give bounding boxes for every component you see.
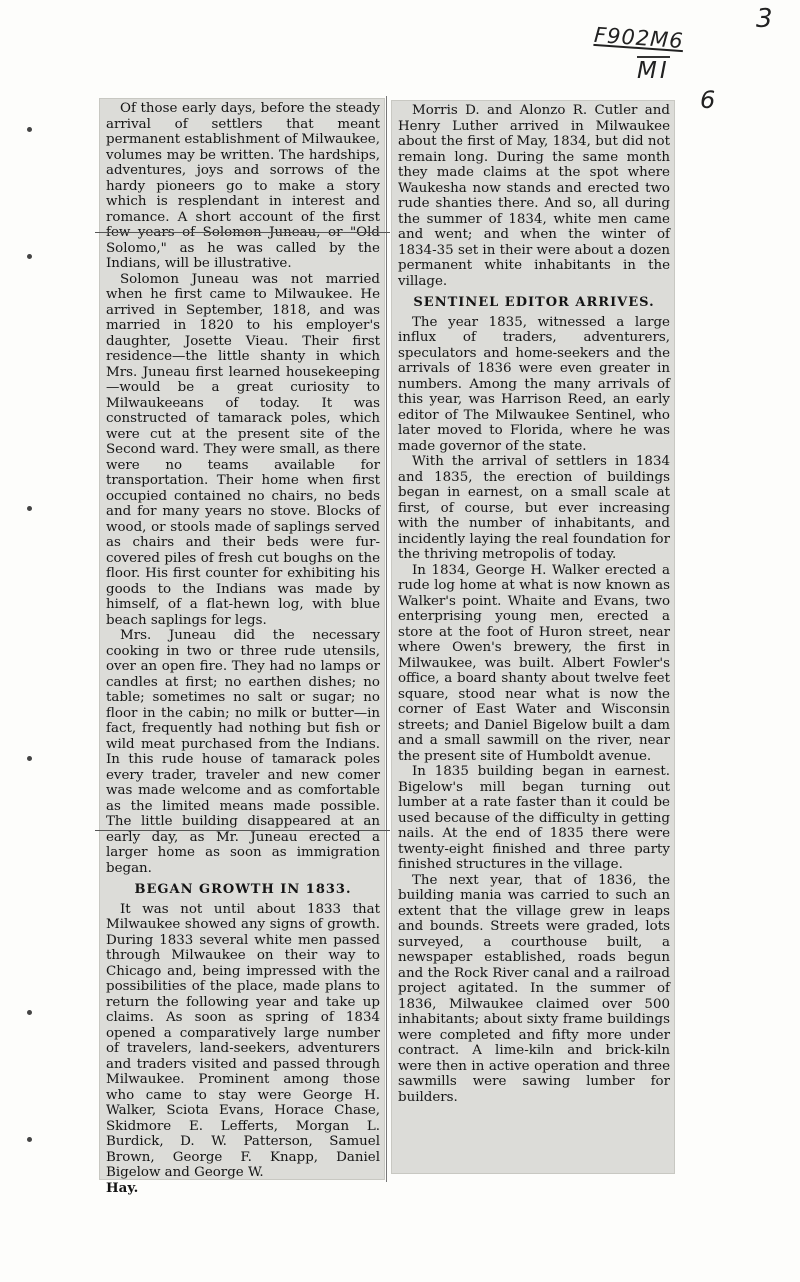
- section-heading: BEGAN GROWTH IN 1833.: [134, 882, 352, 897]
- article-paragraph: In 1835 building began in earnest. Bigelow's mill began turning out lumber at a rate faster than it could be used because of the difficulty in getting nails. At the end of 1835 there were twenty-eight finished and three party finished structures in the village.: [398, 764, 670, 872]
- binder-hole-mark: [27, 127, 32, 132]
- article-paragraph: With the arrival of settlers in 1834 and 1835, the erection of buildings began in earnest, on a small scale at first, of course, but ever increasing with the number of inhabitants, and incidently laying the real foundation for the thriving metropolis of today.: [398, 454, 670, 562]
- article-paragraph: Hay.: [106, 1179, 139, 1196]
- article-paragraph: The year 1835, witnessed a large influx of traders, adventurers, speculators and home-seekers and the arrivals of 1836 were even greater in numbers. Among the many arrivals of this year, was Harrison Reed, an early editor of The Milwaukee Sentinel, who later moved to Florida, where he was made governor of the state.: [398, 314, 670, 454]
- binder-hole-mark: [27, 756, 32, 761]
- binder-hole-mark: [27, 1137, 32, 1142]
- item-number-annotation: 6: [700, 86, 716, 114]
- article-column-left: [100, 99, 384, 1196]
- article-paragraph: The next year, that of 1836, the building mania was carried to such an extent that the village grew in leaps and bounds. Streets were graded, lots surveyed, a courthouse built, a newspaper established, roads begun and the Rock River canal and a railroad project agitated. In the summer of 1836, Milwaukee claimed over 500 inhabitants; about sixty frame buildings were completed and fifty more under contract. A lime-kiln and brick-kiln were then in active operation and three sawmills were sawing lumber for builders.: [398, 872, 670, 1105]
- binder-hole-mark: [27, 254, 32, 259]
- binder-hole-mark: [27, 1010, 32, 1015]
- clipping-fold-line: [95, 830, 390, 831]
- article-column-right: [392, 101, 674, 1173]
- article-paragraph: In 1834, George H. Walker erected a rude log home at what is now known as Walker's point. Whaite and Evans, two enterprising young men, erected a store at the foot of Huron street, near where Owen's brewery, the first in Milwaukee, was built. Albert Fowler's office, a board shanty about twelve feet square, stood near what is now the corner of East Water and Wisconsin streets; and Daniel Bigelow built a dam and a small sawmill on the river, near the present site of Humboldt avenue.: [398, 562, 670, 764]
- section-heading: SENTINEL EDITOR ARRIVES.: [413, 295, 655, 310]
- article-paragraph: Mrs. Juneau did the necessary cooking in two or three rude utensils, over an open fire. They had no lamps or candles at first; no earthen dishes; no table; sometimes no salt or sugar; no floor in the cabin; no milk or butter—in fact, frequently had nothing but fish or wild meat purchased from the Indians. In this rude house of tamarack poles every trader, traveler and new comer was made welcome and as comfortable as the limited means made possible. The little building disappeared at an early day, as Mr. Juneau erected a larger home as soon as immigration began.: [106, 628, 380, 876]
- collection-code-annotation: MI: [637, 58, 670, 84]
- article-paragraph: Morris D. and Alonzo R. Cutler and Henry Luther arrived in Milwaukee about the first of May, 1834, but did not remain long. During the same month they made claims at the spot where Waukesha now stands and erected two rude shanties there. And so, all during the summer of 1834, white men came and went; and when the winter of 1834-35 set in their were about a dozen permanent white inhabitants in the village.: [398, 103, 670, 289]
- clipping-fold-line: [95, 232, 390, 233]
- page-number-annotation: 3: [756, 4, 773, 34]
- article-paragraph: Of those early days, before the steady arrival of settlers that meant permanent establishment of Milwaukee, volumes may be written. The hardships, adventures, joys and sorrows of the hardy pioneers go to make a story which is resplendant in interest and romance. A short account of the first few years of Solomon Juneau, or "Old Solomo," as he was called by the Indians, will be illustrative.: [106, 101, 380, 271]
- article-paragraph: Solomon Juneau was not married when he first came to Milwaukee. He arrived in September, 1818, and was married in 1820 to his employer's daughter, Josette Vieau. Their first residence—the little shanty in which Mrs. Juneau first learned housekeeping—would be a great curiosity to Milwaukeeans of today. It was constructed of tamarack poles, which were cut at the present site of the Second ward. They were small, as there were no teams available for transportation. Their home when first occupied contained no chairs, no beds and for many years no stove. Blocks of wood, or stools made of saplings served as chairs and their beds were fur-covered piles of fresh cut boughs on the floor. His first counter for exhibiting his goods to the Indians was made by himself, of a flat-hewn log, with blue beach saplings for legs.: [106, 271, 380, 628]
- article-paragraph: It was not until about 1833 that Milwaukee showed any signs of growth. During 1833 several white men passed through Milwaukee on their way to Chicago and, being impressed with the possibilities of the place, made plans to return the following year and take up claims. As soon as spring of 1834 opened a comparatively large number of travelers, land-seekers, adventurers and traders visited and passed through Milwaukee. Prominent among those who came to stay were George H. Walker, Sciota Evans, Horace Chase, Skidmore E. Lefferts, Morgan L. Burdick, D. W. Patterson, Samuel Brown, George F. Knapp, Daniel Bigelow and George W.: [106, 901, 380, 1180]
- column-divider: [386, 96, 387, 1182]
- binder-hole-mark: [27, 506, 32, 511]
- call-number-annotation: F902M6: [593, 22, 685, 54]
